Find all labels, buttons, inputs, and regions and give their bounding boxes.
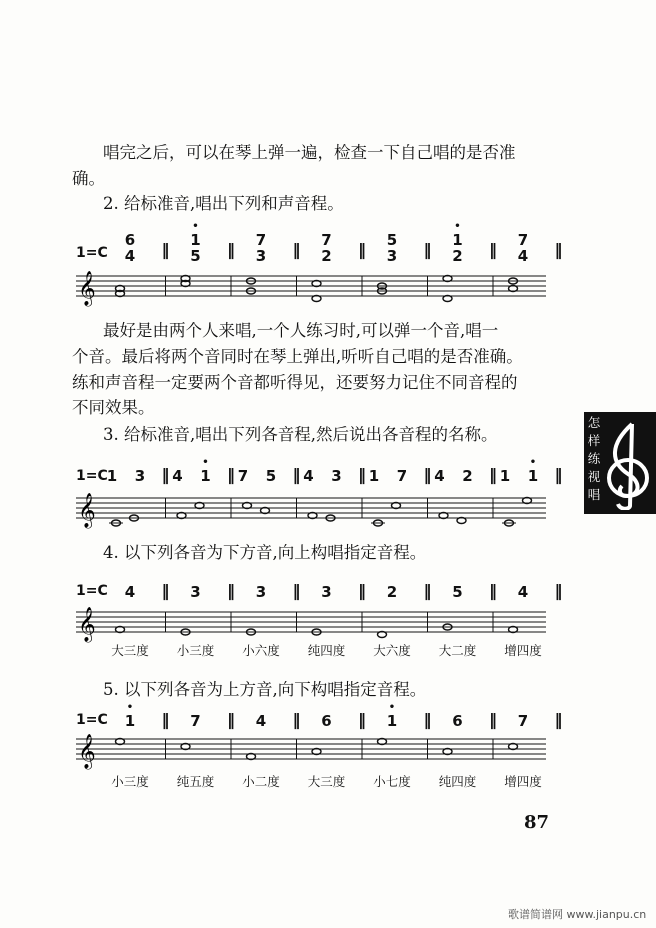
second-note	[120, 460, 160, 485]
staff	[76, 268, 546, 312]
octave-dot	[307, 705, 347, 712]
octave-dot	[438, 705, 478, 712]
jianpu-digit: 7	[190, 712, 201, 730]
paragraph-line: 最好是由两个人来唱,一个人练习时,可以弹一个音,唱一	[103, 321, 499, 340]
octave-dot	[438, 576, 478, 583]
octave-dot	[503, 224, 543, 231]
octave-dot: •	[192, 221, 199, 232]
double-bar: ‖	[489, 581, 497, 600]
jianpu-digit: 2	[452, 247, 463, 265]
octave-dot	[372, 224, 412, 231]
lower-note	[241, 240, 281, 265]
double-bar: ‖	[227, 581, 235, 600]
lower-note	[372, 240, 412, 265]
octave-dot	[503, 705, 543, 712]
double-bar: ‖	[423, 465, 432, 484]
double-bar: ‖	[161, 240, 170, 259]
treble-clef-icon: 𝄞	[78, 493, 96, 528]
side-tab-char: 样	[587, 433, 601, 448]
jianpu-digit: 3	[255, 583, 267, 601]
octave-dot	[307, 240, 347, 247]
lower-note	[307, 240, 347, 265]
jianpu-digit: 1	[200, 467, 211, 485]
interval-name: 大三度	[111, 643, 149, 658]
double-bar: ‖	[554, 465, 563, 484]
jianpu-digit: 6	[452, 712, 463, 730]
jianpu-digit: 3	[134, 467, 146, 485]
octave-dot	[120, 460, 160, 467]
jianpu-digit: 3	[321, 583, 332, 601]
octave-dot	[241, 240, 281, 247]
side-tab-char: 怎	[587, 415, 601, 430]
double-bar: ‖	[161, 581, 170, 600]
double-bar: ‖	[554, 581, 563, 600]
paragraph-line: 练和声音程一定要两个音都听得见，还要努力记住不同音程的	[72, 373, 518, 392]
jianpu-digit: 4	[124, 247, 136, 265]
jianpu-digit: 7	[255, 231, 267, 249]
interval-name: 小二度	[242, 774, 280, 789]
double-bar: ‖	[358, 581, 366, 600]
given-note	[372, 576, 412, 601]
key-signature: 1=C	[76, 245, 108, 261]
double-bar: ‖	[292, 465, 301, 484]
jianpu-digit: 1	[124, 712, 136, 730]
paragraph-line: 唱完之后，可以在琴上弹一遍，检查一下自己唱的是否准	[103, 143, 516, 162]
jianpu-digit: 4	[124, 583, 136, 601]
given-note	[110, 576, 150, 601]
jianpu-digit: 1	[499, 467, 511, 485]
double-bar: ‖	[358, 710, 366, 729]
jianpu-digit: 4	[172, 467, 183, 485]
given-note	[438, 705, 478, 730]
treble-clef-icon: 𝄞	[78, 607, 96, 642]
treble-clef-icon: 𝄞	[78, 734, 96, 769]
jianpu-digit: 5	[265, 467, 277, 485]
jianpu-digit: 4	[517, 247, 529, 265]
lower-note	[176, 240, 216, 265]
octave-dot: •	[529, 457, 537, 468]
octave-dot	[382, 460, 422, 467]
jianpu-digit: 2	[321, 247, 332, 265]
side-tab-char: 练	[587, 451, 601, 466]
second-note	[513, 457, 553, 485]
interval-name: 纯五度	[176, 774, 215, 789]
octave-dot	[176, 240, 216, 247]
lower-note	[110, 240, 150, 265]
exercise-heading: 5. 以下列各音为上方音,向下构唱指定音程。	[103, 680, 427, 699]
side-tab-label	[587, 414, 601, 504]
staff	[76, 490, 546, 534]
octave-dot	[372, 240, 412, 247]
jianpu-digit: 4	[434, 467, 445, 485]
staff	[76, 604, 546, 644]
double-bar: ‖	[227, 710, 235, 729]
interval-name: 小六度	[242, 643, 280, 658]
jianpu-digit: 3	[190, 583, 201, 601]
given-note	[503, 576, 543, 601]
jianpu-digit: 6	[124, 231, 136, 249]
interval-name: 小三度	[176, 643, 215, 658]
octave-dot	[503, 240, 543, 247]
interval-name: 小三度	[111, 774, 149, 789]
jianpu-digit: 7	[517, 712, 529, 730]
jianpu-digit: 1	[527, 467, 539, 485]
key-signature: 1=C	[76, 468, 108, 484]
octave-dot: •	[454, 221, 461, 232]
jianpu-digit: 4	[517, 583, 529, 601]
double-bar: ‖	[292, 240, 301, 259]
double-bar: ‖	[554, 240, 563, 259]
octave-dot	[241, 705, 281, 712]
jianpu-digit: 7	[237, 467, 249, 485]
interval-name: 大三度	[307, 774, 346, 789]
key-signature: 1=C	[76, 712, 108, 728]
given-note	[307, 705, 347, 730]
interval-name: 大六度	[373, 643, 411, 658]
jianpu-digit: 2	[386, 583, 398, 601]
octave-dot	[241, 224, 281, 231]
key-signature: 1=C	[76, 583, 108, 599]
double-bar: ‖	[554, 710, 563, 729]
double-bar: ‖	[423, 581, 432, 600]
double-bar: ‖	[227, 240, 235, 259]
jianpu-digit: 5	[452, 583, 463, 601]
jianpu-digit: 4	[255, 712, 267, 730]
double-bar: ‖	[292, 710, 301, 729]
paragraph-line: 确。	[72, 169, 105, 188]
octave-dot	[307, 224, 347, 231]
second-note	[448, 460, 488, 485]
second-note	[382, 460, 422, 485]
octave-dot	[176, 576, 216, 583]
interval-name: 小七度	[373, 774, 411, 789]
octave-dot	[307, 576, 347, 583]
second-note	[186, 457, 226, 485]
interval-name: 大二度	[438, 643, 477, 658]
given-note	[110, 702, 150, 730]
second-note	[317, 460, 357, 485]
octave-dot	[241, 576, 281, 583]
octave-dot: •	[388, 702, 396, 713]
given-note	[307, 576, 347, 601]
double-bar: ‖	[489, 240, 497, 259]
jianpu-digit: 5	[386, 231, 398, 249]
lower-note	[438, 240, 478, 265]
jianpu-digit: 1	[368, 467, 380, 485]
staff	[76, 731, 546, 771]
jianpu-digit: 7	[396, 467, 408, 485]
given-note	[503, 705, 543, 730]
treble-clef-icon	[604, 416, 652, 510]
given-note	[241, 705, 281, 730]
interval-name: 纯四度	[438, 774, 477, 789]
given-note	[241, 576, 281, 601]
exercise-heading: 2. 给标准音,唱出下列和声音程。	[103, 194, 344, 213]
jianpu-digit: 3	[386, 247, 398, 265]
lower-note	[503, 240, 543, 265]
jianpu-digit: 3	[331, 467, 342, 485]
page-number: 87	[524, 812, 550, 833]
double-bar: ‖	[161, 465, 170, 484]
jianpu-digit: 2	[462, 467, 473, 485]
double-bar: ‖	[292, 581, 301, 600]
double-bar: ‖	[161, 710, 170, 729]
octave-dot	[110, 576, 150, 583]
double-bar: ‖	[489, 710, 497, 729]
double-bar: ‖	[423, 710, 432, 729]
octave-dot	[372, 576, 412, 583]
given-note	[372, 702, 412, 730]
paragraph-line: 不同效果。	[72, 398, 155, 417]
double-bar: ‖	[423, 240, 432, 259]
side-tab-char: 唱	[587, 487, 601, 502]
interval-name: 增四度	[504, 774, 542, 789]
interval-name: 纯四度	[307, 643, 346, 658]
octave-dot	[317, 460, 357, 467]
exercise-heading: 4. 以下列各音为下方音,向上构唱指定音程。	[103, 543, 427, 562]
given-note	[176, 576, 216, 601]
interval-name: 增四度	[504, 643, 542, 658]
octave-dot	[448, 460, 488, 467]
octave-dot	[110, 240, 150, 247]
jianpu-digit: 7	[517, 231, 529, 249]
jianpu-digit: 1	[106, 467, 118, 485]
second-note	[251, 460, 291, 485]
octave-dot	[110, 224, 150, 231]
jianpu-digit: 5	[190, 247, 201, 265]
jianpu-digit: 6	[321, 712, 332, 730]
jianpu-digit: 7	[321, 231, 332, 249]
octave-dot	[251, 460, 291, 467]
octave-dot: •	[202, 457, 209, 468]
treble-clef-icon: 𝄞	[78, 271, 96, 306]
given-note	[438, 576, 478, 601]
octave-dot	[438, 240, 478, 247]
jianpu-digit: 1	[386, 712, 398, 730]
watermark: 歌谱简谱网 www.jianpu.cn	[508, 908, 647, 921]
exercise-heading: 3. 给标准音,唱出下列各音程,然后说出各音程的名称。	[103, 425, 498, 444]
jianpu-digit: 1	[452, 231, 463, 249]
double-bar: ‖	[489, 465, 497, 484]
double-bar: ‖	[227, 465, 235, 484]
jianpu-digit: 3	[255, 247, 267, 265]
paragraph-line: 个音。最后将两个音同时在琴上弹出,听听自己唱的是否准确。	[72, 347, 523, 366]
double-bar: ‖	[358, 465, 366, 484]
jianpu-digit: 4	[303, 467, 314, 485]
octave-dot: •	[126, 702, 134, 713]
double-bar: ‖	[358, 240, 366, 259]
given-note	[176, 705, 216, 730]
jianpu-digit: 1	[190, 231, 201, 249]
octave-dot	[176, 705, 216, 712]
octave-dot	[503, 576, 543, 583]
side-tab-char: 视	[587, 469, 601, 484]
